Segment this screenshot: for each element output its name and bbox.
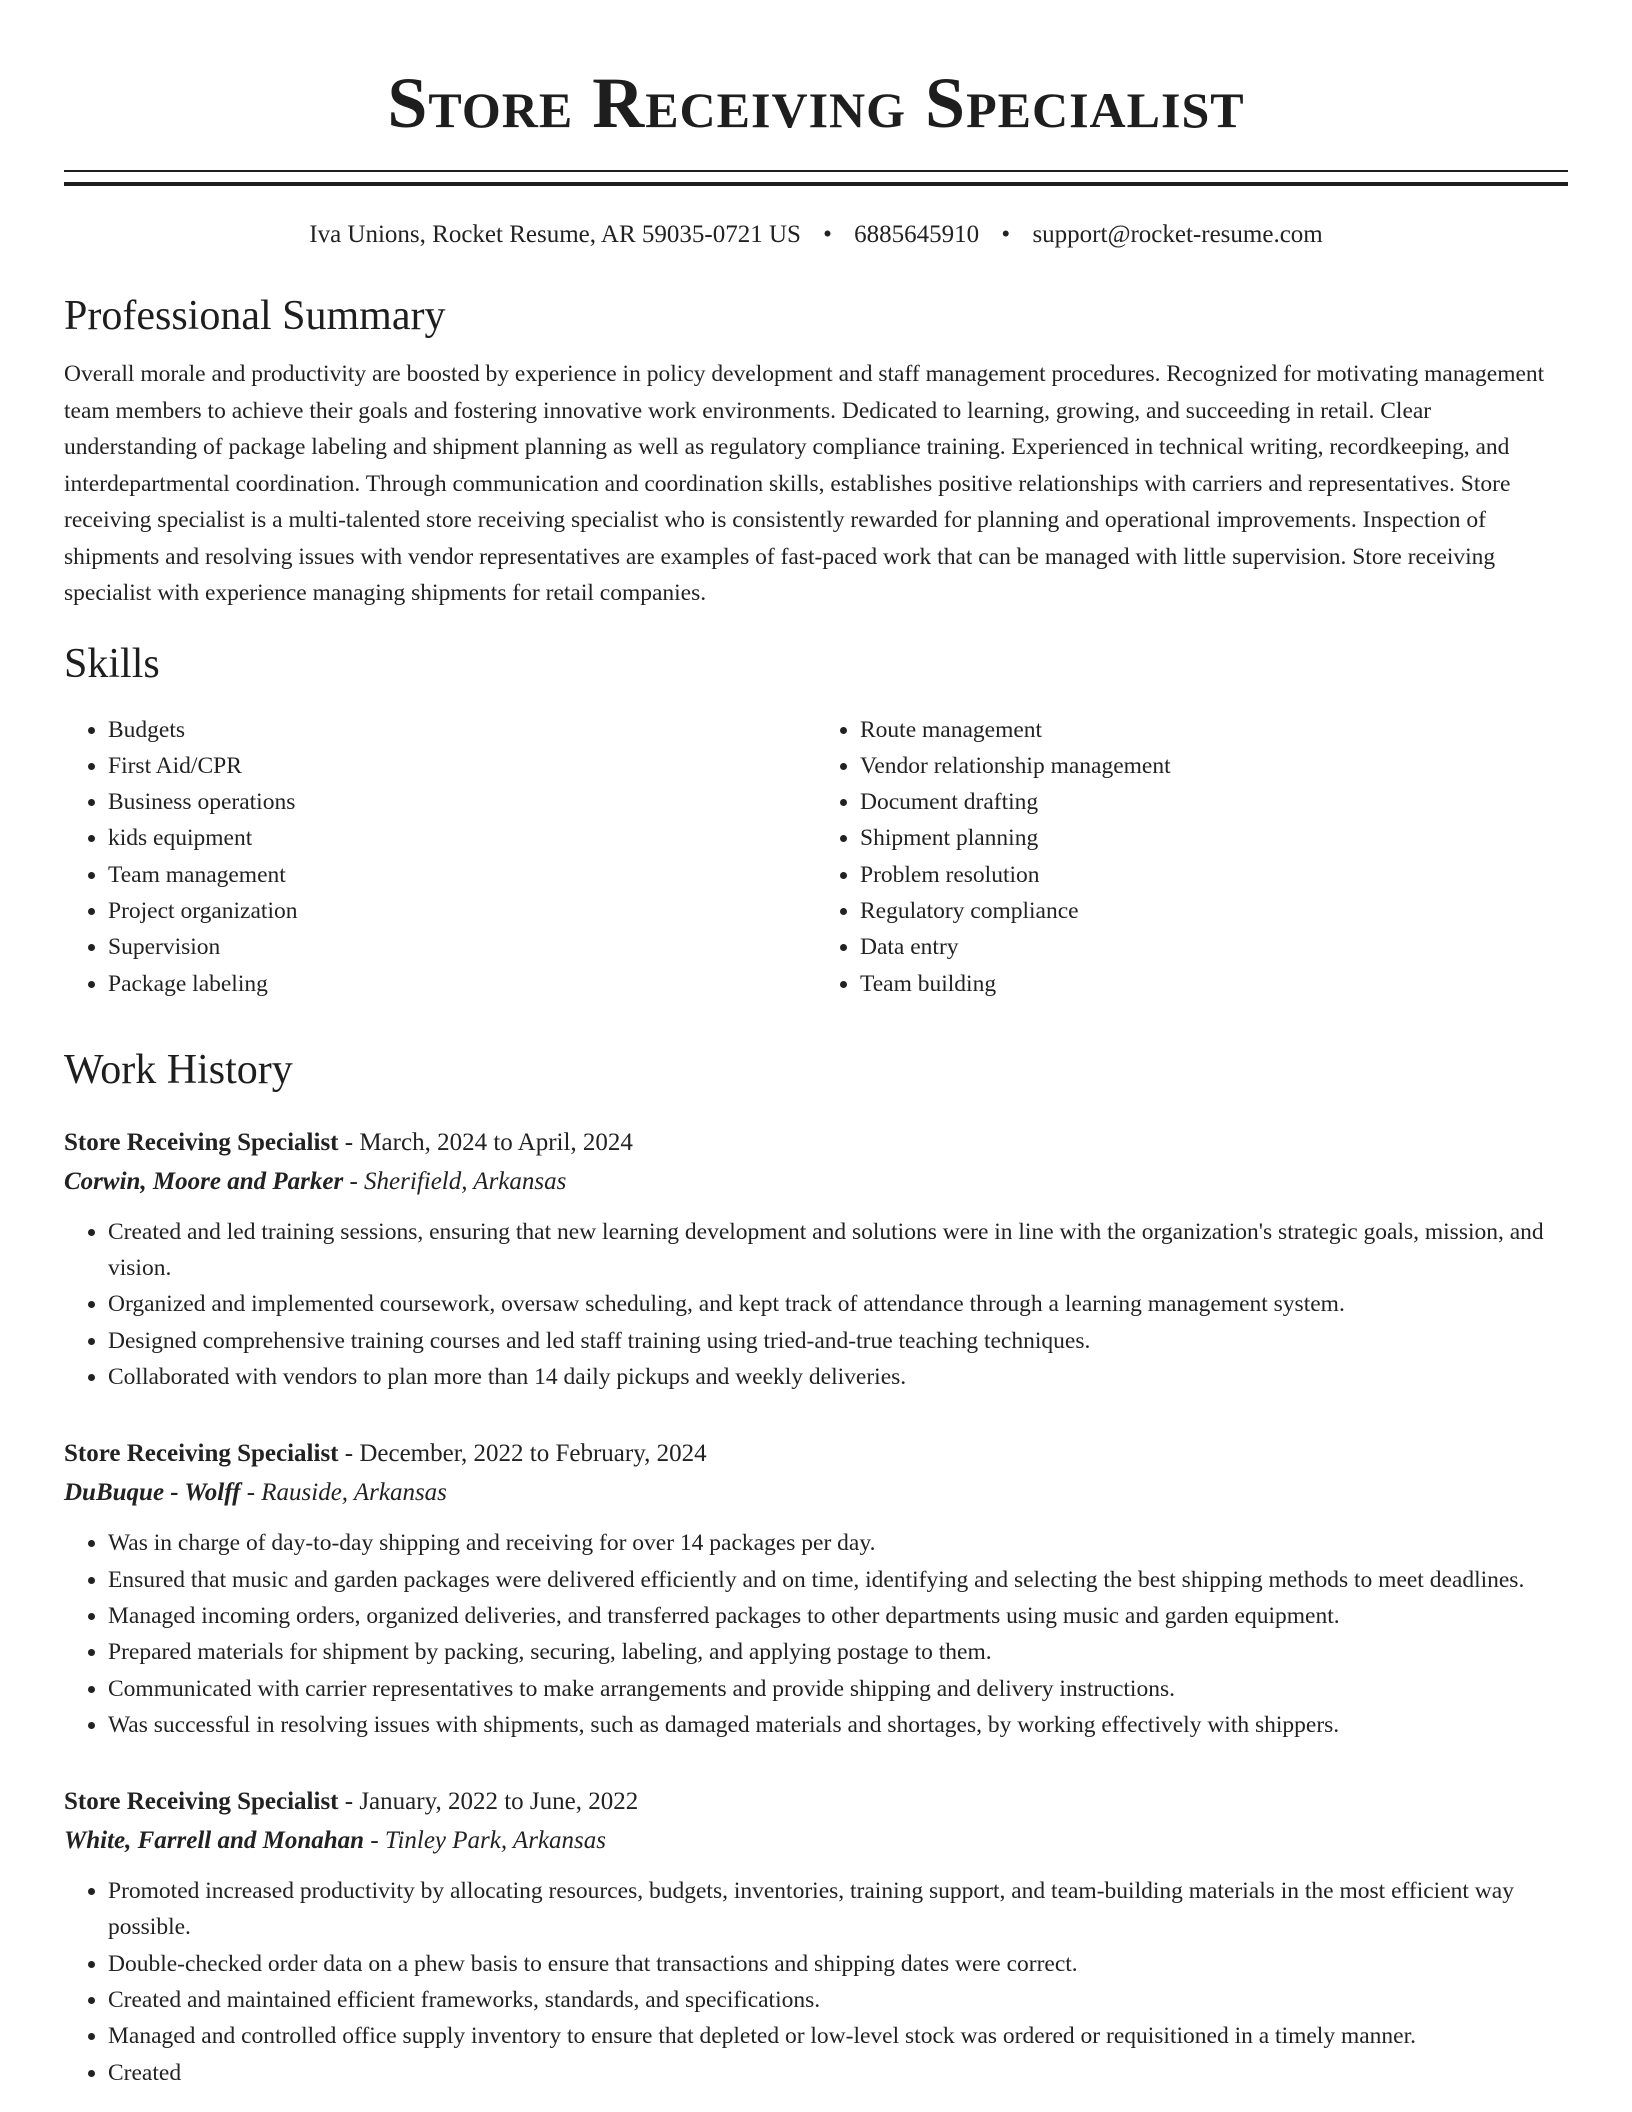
skill-item: • Budgets	[108, 712, 816, 748]
summary-heading: Professional Summary	[64, 293, 446, 339]
contact-separator: •	[823, 221, 832, 248]
skill-item: • Package labeling	[108, 966, 816, 1002]
skills-list-left	[64, 712, 816, 1002]
company-name: DuBuque - Wolff	[64, 1479, 241, 1507]
skill-item: • Route management	[860, 712, 1568, 748]
company-line	[64, 1162, 1568, 1202]
job-title: Store Receiving Specialist	[64, 1788, 339, 1816]
dash-separator: -	[338, 1440, 360, 1468]
company-name: White, Farrell and Monahan	[64, 1827, 365, 1855]
duty-item: • Communicated with carrier representatives to make arrangements and provide shipping and delivery instructions.	[108, 1671, 1568, 1707]
title-double-rule	[64, 170, 1568, 186]
company-line	[64, 1473, 1568, 1513]
contact-phone[interactable]: 6885645910	[854, 221, 980, 248]
duty-item: • Prepared materials for shipment by packing, securing, labeling, and applying postage to them.	[108, 1634, 1568, 1670]
job-dates: January, 2022 to June, 2022	[359, 1788, 639, 1816]
job-dates: December, 2022 to February, 2024	[359, 1440, 707, 1468]
resume-title: Store Receiving Specialist	[387, 63, 1245, 143]
job-title-line	[64, 1435, 1568, 1473]
skill-item: • Document drafting	[860, 784, 1568, 820]
job-title: Store Receiving Specialist	[64, 1440, 339, 1468]
duty-item: • Designed comprehensive training courses and led staff training using tried-and-true teaching techniques.	[108, 1323, 1568, 1359]
job-duties-list	[64, 1873, 1568, 2091]
duty-item: • Was successful in resolving issues with shipments, such as damaged materials and shortages, by working effectively with shippers.	[108, 1707, 1568, 1743]
job-title-line	[64, 1124, 1568, 1162]
duty-item: • Ensured that music and garden packages were delivered efficiently and on time, identifying and selecting the best shipping methods to meet deadlines.	[108, 1562, 1568, 1598]
skill-item: • Team building	[860, 966, 1568, 1002]
duty-item: • Promoted increased productivity by allocating resources, budgets, inventories, training support, and team-building materials in the most efficient way possible.	[108, 1873, 1568, 1946]
company-location: Rauside, Arkansas	[261, 1479, 447, 1507]
skill-item: • kids equipment	[108, 820, 816, 856]
job-duties-list	[64, 1214, 1568, 1395]
skills-columns	[64, 712, 1568, 1002]
company-line	[64, 1821, 1568, 1861]
duty-item: • Created and led training sessions, ensuring that new learning development and solutions were in line with the organization's strategic goals, mission, and vision.	[108, 1214, 1568, 1287]
duty-item: • Managed and controlled office supply inventory to ensure that depleted or low-level stock was ordered or requisitioned in a timely manner.	[108, 2018, 1568, 2054]
company-name: Corwin, Moore and Parker	[64, 1167, 344, 1195]
skill-item: • First Aid/CPR	[108, 748, 816, 784]
job-entry	[64, 1435, 1568, 1743]
dash-separator: -	[364, 1827, 385, 1855]
job-entry	[64, 1124, 1568, 1395]
skill-item: • Business operations	[108, 784, 816, 820]
job-dates: March, 2024 to April, 2024	[359, 1128, 633, 1156]
skill-item: • Shipment planning	[860, 820, 1568, 856]
dash-separator: -	[240, 1479, 262, 1507]
skills-heading: Skills	[64, 640, 160, 687]
duty-item: • Created	[108, 2055, 1568, 2091]
skill-item: • Problem resolution	[860, 857, 1568, 893]
duty-item: • Organized and implemented coursework, oversaw scheduling, and kept track of attendance through a learning management system.	[108, 1286, 1568, 1322]
skill-item: • Team management	[108, 857, 816, 893]
contact-separator: •	[1001, 221, 1011, 248]
skill-item: • Vendor relationship management	[860, 748, 1568, 784]
job-title-line	[64, 1783, 1568, 1821]
summary-text: Overall morale and productivity are boosted by experience in policy development and staff management procedures. Recognized for motivating management team members to achieve their goals and fostering innovative work environments. Dedicated to learning, growing, and succeeding in retail. Clear understanding of package labeling and shipment planning as well as regulatory compliance training. Experienced in technical writing, recordkeeping, and interdepartmental coordination. Through communication and coordination skills, establishes positive relationships with carriers and representatives. Store receiving specialist is a multi-talented store receiving specialist who is consistently rewarded for planning and operational improvements. Inspection of shipments and resolving issues with vendor representatives are examples of fast-paced work that can be managed with little supervision. Store receiving specialist with experience managing shipments for retail companies.	[64, 361, 1545, 606]
skill-item: • Supervision	[108, 929, 816, 965]
duty-item: • Collaborated with vendors to plan more than 14 daily pickups and weekly deliveries.	[108, 1359, 1568, 1395]
contact-line	[64, 218, 1568, 252]
duty-item: • Double-checked order data on a phew basis to ensure that transactions and shipping dates were correct.	[108, 1946, 1568, 1982]
duty-item: • Was in charge of day-to-day shipping and receiving for over 14 packages per day.	[108, 1525, 1568, 1561]
skill-item: • Data entry	[860, 929, 1568, 965]
contact-address: Iva Unions, Rocket Resume, AR 59035-0721 US	[309, 221, 801, 248]
dash-separator: -	[338, 1788, 360, 1816]
job-title: Store Receiving Specialist	[64, 1128, 339, 1156]
company-location: Tinley Park, Arkansas	[384, 1827, 606, 1855]
work-history-heading: Work History	[64, 1046, 293, 1093]
dash-separator: -	[343, 1167, 365, 1195]
skill-item: • Regulatory compliance	[860, 893, 1568, 929]
duty-item: • Created and maintained efficient frameworks, standards, and specifications.	[108, 1982, 1568, 2018]
dash-separator: -	[338, 1128, 360, 1156]
company-location: Sherifield, Arkansas	[364, 1167, 567, 1195]
skills-list-right	[816, 712, 1568, 1002]
duty-item: • Managed incoming orders, organized deliveries, and transferred packages to other departments using music and garden equipment.	[108, 1598, 1568, 1634]
job-entry	[64, 1783, 1568, 2091]
skill-item: • Project organization	[108, 893, 816, 929]
contact-email[interactable]: support@rocket-resume.com	[1032, 221, 1323, 248]
job-duties-list	[64, 1525, 1568, 1743]
